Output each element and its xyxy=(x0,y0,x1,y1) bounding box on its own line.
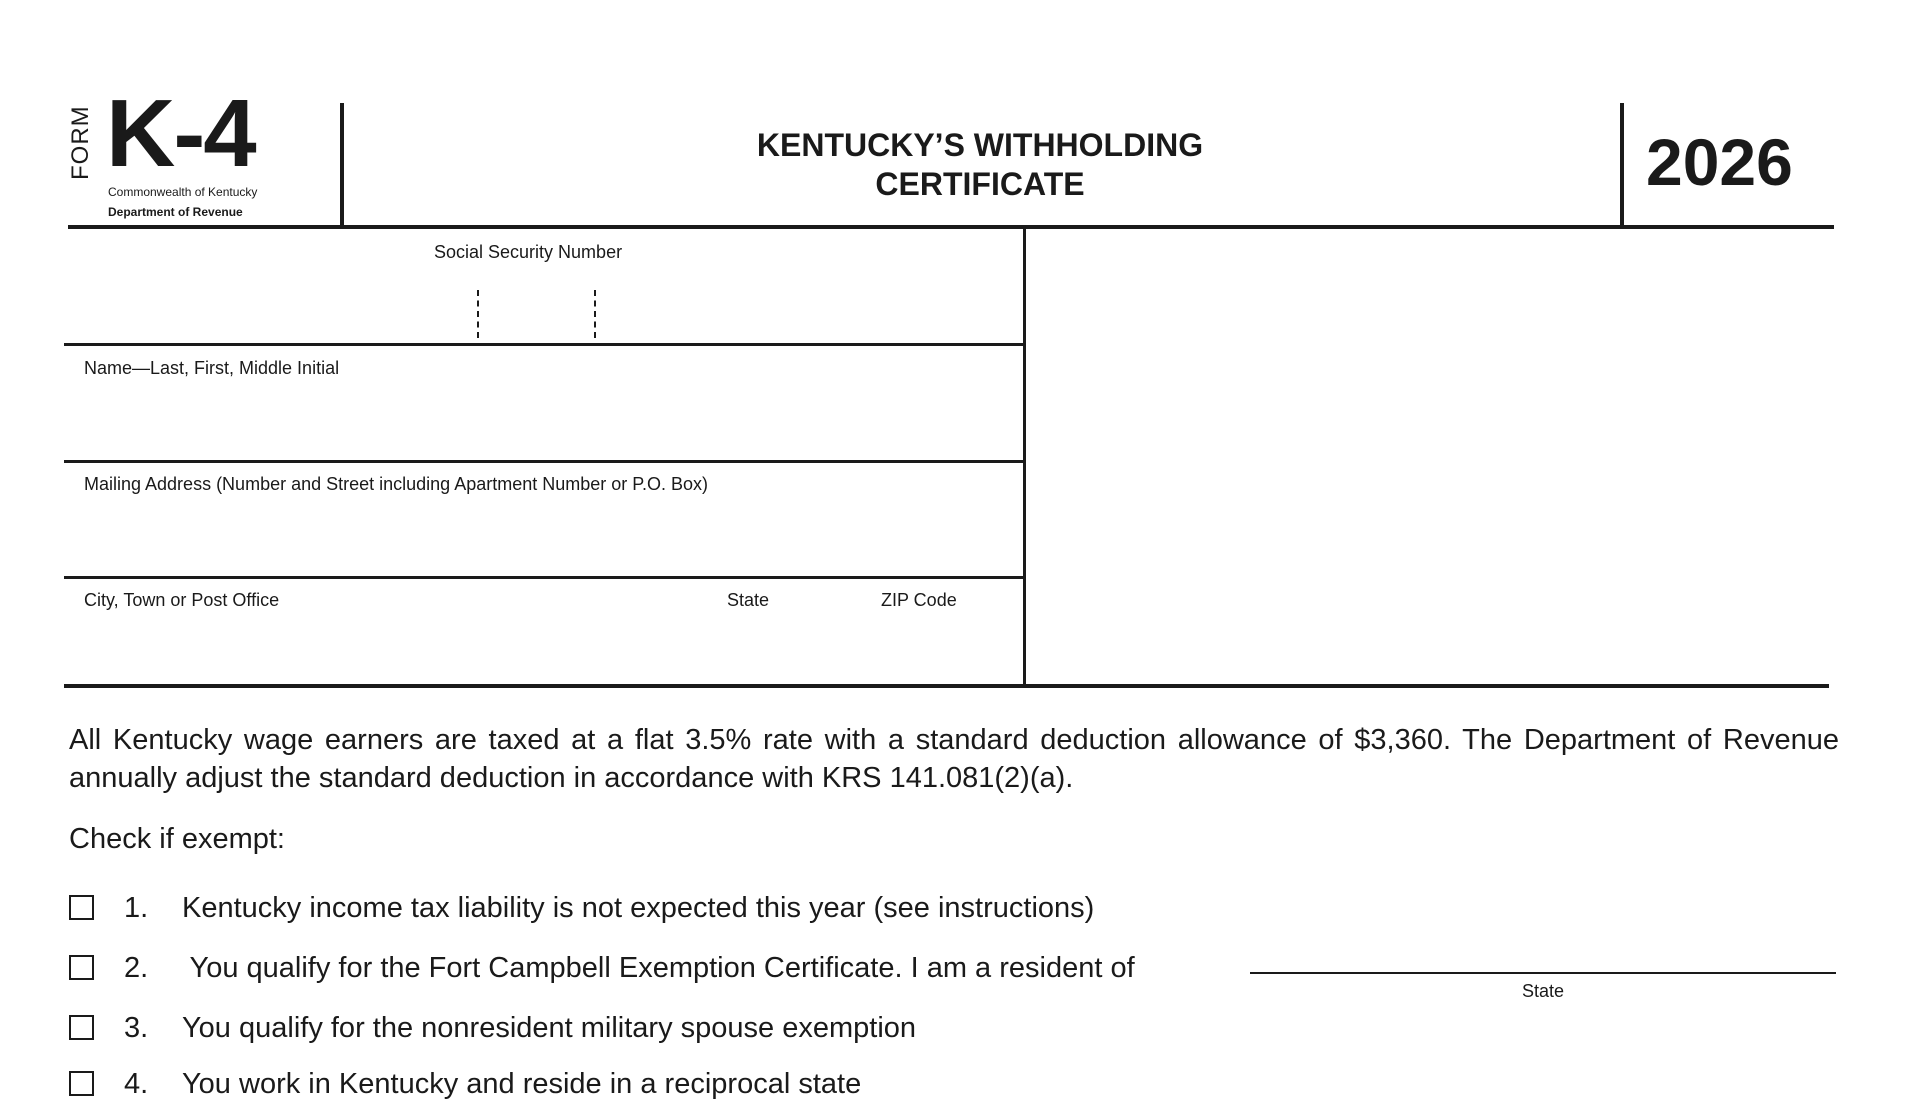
check-if-exempt-label: Check if exempt: xyxy=(69,823,285,855)
department-text: Department of Revenue xyxy=(108,205,243,219)
item-text: Kentucky income tax liability is not expected this year (see instructions) xyxy=(182,892,1095,924)
exempt-checkbox-2[interactable] xyxy=(69,955,94,980)
item-number: 2. xyxy=(124,952,149,984)
header-rule xyxy=(68,225,1834,229)
item-number: 4. xyxy=(124,1068,149,1100)
form-title xyxy=(700,126,1260,204)
header-divider-left xyxy=(340,103,344,227)
state-label: State xyxy=(727,590,770,610)
rule-name-bottom xyxy=(64,460,1025,463)
item-text: You qualify for the Fort Campbell Exemption Certificate. I am a resident of xyxy=(182,952,1135,984)
address-label: Mailing Address (Number and Street including Apartment Number or P.O. Box) xyxy=(84,474,708,494)
exempt-checkbox-1[interactable] xyxy=(69,895,94,920)
exempt-item-3 xyxy=(69,1008,916,1048)
resident-state-caption: State xyxy=(1521,981,1565,1001)
exempt-item-2 xyxy=(69,948,1135,988)
item-number: 1. xyxy=(124,892,149,924)
form-number: K-4 xyxy=(106,80,255,187)
resident-state-field[interactable] xyxy=(1250,972,1836,974)
fields-box-divider xyxy=(1023,227,1026,687)
rule-address-bottom xyxy=(64,576,1025,579)
name-field[interactable] xyxy=(70,382,1020,458)
tax-rate-paragraph: All Kentucky wage earners are taxed at a flat 3.5% rate with a standard deduction allowance of $3,360. The Department of Revenue annually adjust the standard deduction in accordance with KRS 141.081(2)(a). xyxy=(69,724,1839,794)
commonwealth-text: Commonwealth of Kentucky xyxy=(108,185,258,199)
rule-fields-bottom xyxy=(64,684,1829,688)
name-label: Name—Last, First, Middle Initial xyxy=(84,358,340,378)
item-text: You work in Kentucky and reside in a reciprocal state xyxy=(182,1068,862,1100)
exempt-checkbox-4[interactable] xyxy=(69,1071,94,1096)
form-year: 2026 xyxy=(1646,125,1793,199)
ssn-field[interactable] xyxy=(300,262,720,342)
item-number: 3. xyxy=(124,1012,149,1044)
exempt-checkbox-3[interactable] xyxy=(69,1015,94,1040)
city-field[interactable] xyxy=(70,614,710,682)
rule-ssn-bottom xyxy=(64,343,1025,346)
city-label: City, Town or Post Office xyxy=(84,590,280,610)
ssn-label: Social Security Number xyxy=(434,242,623,262)
zip-label: ZIP Code xyxy=(881,590,957,610)
exempt-item-4 xyxy=(69,1064,861,1104)
address-field[interactable] xyxy=(70,498,1020,574)
state-field[interactable] xyxy=(715,614,865,682)
exempt-item-1 xyxy=(69,888,1094,928)
header-divider-right xyxy=(1620,103,1624,227)
form-label-vertical: FORM xyxy=(67,105,94,181)
item-text: You qualify for the nonresident military spouse exemption xyxy=(182,1012,917,1044)
form-title-line1: KENTUCKY’S WITHHOLDING xyxy=(756,127,1204,163)
form-title-line2: CERTIFICATE xyxy=(875,166,1085,202)
zip-field[interactable] xyxy=(870,614,1020,682)
